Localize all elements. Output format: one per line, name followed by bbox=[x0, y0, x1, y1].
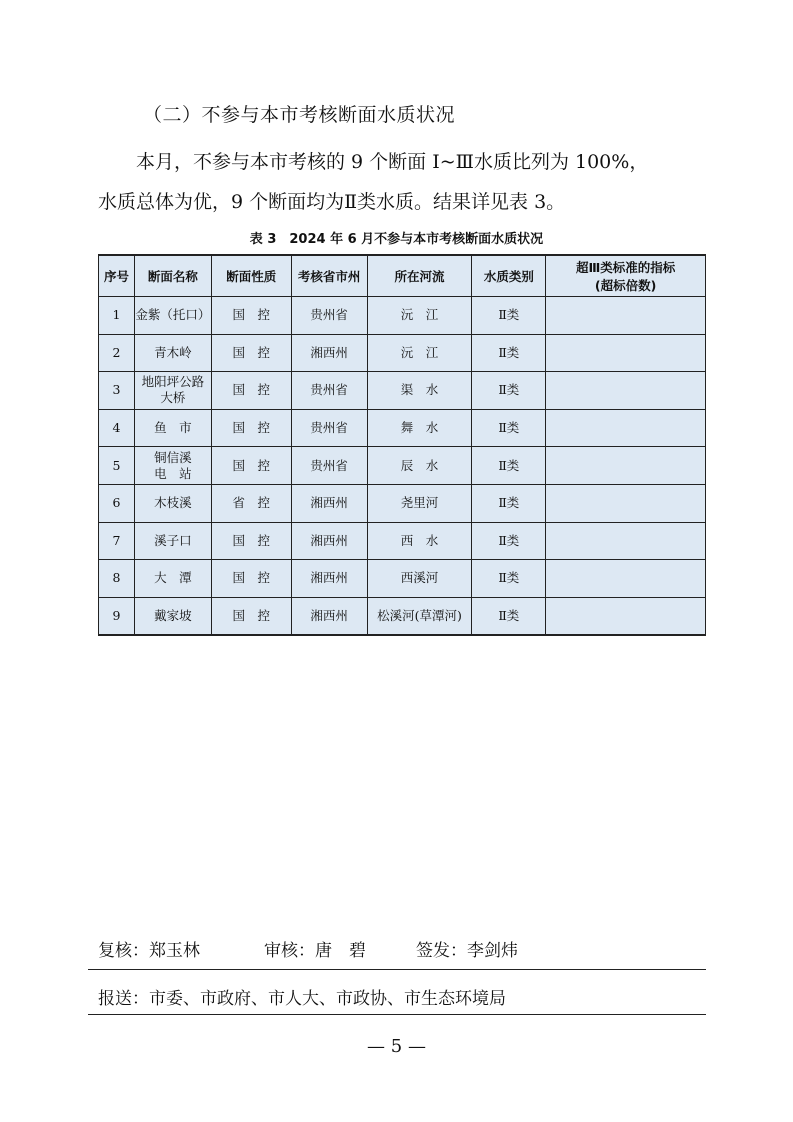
cell-exceed bbox=[546, 447, 706, 485]
sign-label: 签发：李剑炜 bbox=[416, 941, 518, 961]
cell-class: Ⅱ类 bbox=[472, 597, 546, 635]
summary-paragraph bbox=[98, 142, 718, 222]
cell-exceed bbox=[546, 484, 706, 522]
header-class: 水质类别 bbox=[472, 255, 546, 297]
cell-class: Ⅱ类 bbox=[472, 334, 546, 372]
header-nature: 断面性质 bbox=[211, 255, 291, 297]
cell-name-line-1: 铜信溪 bbox=[154, 449, 192, 465]
table-caption: 表 3 2024 年 6 月不参与本市考核断面水质状况 bbox=[249, 232, 544, 247]
cell-river: 西溪河 bbox=[367, 560, 472, 598]
footer-divider-top bbox=[88, 969, 706, 970]
section-heading: （二）不参与本市考核断面水质状况 bbox=[143, 104, 456, 126]
water-quality-table bbox=[98, 254, 706, 636]
header-river: 所在河流 bbox=[367, 255, 472, 297]
cell-exceed bbox=[546, 522, 706, 560]
cell-region: 贵州省 bbox=[291, 447, 367, 485]
header-exceed-line-1: 超Ⅲ类标准的指标 bbox=[575, 260, 676, 275]
cell-nature: 国 控 bbox=[211, 560, 291, 598]
table-row bbox=[99, 409, 706, 447]
cell-river: 沅 江 bbox=[367, 297, 472, 335]
cell-name: 大 潭 bbox=[134, 560, 211, 598]
cell-name: 青木岭 bbox=[134, 334, 211, 372]
cell-name-line-1: 地阳坪公路 bbox=[141, 374, 205, 390]
footer-divider-bottom bbox=[88, 1014, 706, 1015]
cell-region: 湘西州 bbox=[291, 597, 367, 635]
cell-no: 1 bbox=[99, 297, 135, 335]
cell-region: 湘西州 bbox=[291, 334, 367, 372]
cell-no: 4 bbox=[99, 409, 135, 447]
cell-nature: 国 控 bbox=[211, 522, 291, 560]
header-no: 序号 bbox=[99, 255, 135, 297]
cell-exceed bbox=[546, 560, 706, 598]
cell-name: 鱼 市 bbox=[134, 409, 211, 447]
cell-no: 3 bbox=[99, 372, 135, 410]
cell-no: 6 bbox=[99, 484, 135, 522]
cell-no: 7 bbox=[99, 522, 135, 560]
cell-no: 5 bbox=[99, 447, 135, 485]
cell-nature: 国 控 bbox=[211, 297, 291, 335]
header-exceed bbox=[546, 255, 706, 297]
cell-river: 尧里河 bbox=[367, 484, 472, 522]
send-to: 报送：市委、市政府、市人大、市政协、市生态环境局 bbox=[98, 989, 506, 1009]
cell-exceed bbox=[546, 409, 706, 447]
cell-region: 贵州省 bbox=[291, 297, 367, 335]
cell-nature: 国 控 bbox=[211, 334, 291, 372]
cell-class: Ⅱ类 bbox=[472, 409, 546, 447]
cell-class: Ⅱ类 bbox=[472, 297, 546, 335]
cell-name: 溪子口 bbox=[134, 522, 211, 560]
table-row bbox=[99, 334, 706, 372]
cell-exceed bbox=[546, 297, 706, 335]
cell-river: 渠 水 bbox=[367, 372, 472, 410]
cell-river: 辰 水 bbox=[367, 447, 472, 485]
cell-region: 贵州省 bbox=[291, 372, 367, 410]
table-row bbox=[99, 597, 706, 635]
summary-line-2: 水质总体为优，9 个断面均为Ⅱ类水质。结果详见表 3。 bbox=[98, 191, 566, 213]
cell-name bbox=[134, 372, 211, 410]
cell-name-line-2: 大桥 bbox=[160, 390, 186, 406]
cell-river: 舞 水 bbox=[367, 409, 472, 447]
cell-class: Ⅱ类 bbox=[472, 447, 546, 485]
cell-name: 戴家坡 bbox=[134, 597, 211, 635]
cell-nature: 国 控 bbox=[211, 409, 291, 447]
header-region: 考核省市州 bbox=[291, 255, 367, 297]
table-row bbox=[99, 484, 706, 522]
page-number: — 5 — bbox=[367, 1036, 426, 1057]
cell-no: 2 bbox=[99, 334, 135, 372]
cell-nature: 国 控 bbox=[211, 447, 291, 485]
summary-line-1: 本月，不参与本市考核的 9 个断面 Ⅰ~Ⅲ水质比列为 100%， bbox=[136, 151, 649, 173]
cell-river: 沅 江 bbox=[367, 334, 472, 372]
audit-label: 审核：唐 碧 bbox=[264, 941, 366, 961]
cell-no: 8 bbox=[99, 560, 135, 598]
cell-name: 金紫（托口） bbox=[134, 297, 211, 335]
review-label: 复核：郑玉林 bbox=[98, 941, 200, 961]
cell-nature: 国 控 bbox=[211, 597, 291, 635]
cell-name bbox=[134, 447, 211, 485]
cell-region: 湘西州 bbox=[291, 484, 367, 522]
cell-name-line-2: 电 站 bbox=[154, 465, 192, 481]
cell-class: Ⅱ类 bbox=[472, 372, 546, 410]
approval-row bbox=[98, 936, 518, 961]
cell-exceed bbox=[546, 597, 706, 635]
cell-class: Ⅱ类 bbox=[472, 560, 546, 598]
cell-name: 木枝溪 bbox=[134, 484, 211, 522]
table-row bbox=[99, 447, 706, 485]
table-row bbox=[99, 372, 706, 410]
cell-river: 西 水 bbox=[367, 522, 472, 560]
cell-no: 9 bbox=[99, 597, 135, 635]
cell-nature: 省 控 bbox=[211, 484, 291, 522]
table-row bbox=[99, 560, 706, 598]
cell-exceed bbox=[546, 372, 706, 410]
table-row bbox=[99, 297, 706, 335]
cell-exceed bbox=[546, 334, 706, 372]
table-header-row bbox=[99, 255, 706, 297]
cell-region: 贵州省 bbox=[291, 409, 367, 447]
cell-nature: 国 控 bbox=[211, 372, 291, 410]
cell-region: 湘西州 bbox=[291, 560, 367, 598]
header-name: 断面名称 bbox=[134, 255, 211, 297]
cell-class: Ⅱ类 bbox=[472, 484, 546, 522]
cell-class: Ⅱ类 bbox=[472, 522, 546, 560]
cell-river: 松溪河(草潭河) bbox=[367, 597, 472, 635]
header-exceed-line-2: (超标倍数) bbox=[594, 278, 657, 293]
cell-region: 湘西州 bbox=[291, 522, 367, 560]
table-row bbox=[99, 522, 706, 560]
